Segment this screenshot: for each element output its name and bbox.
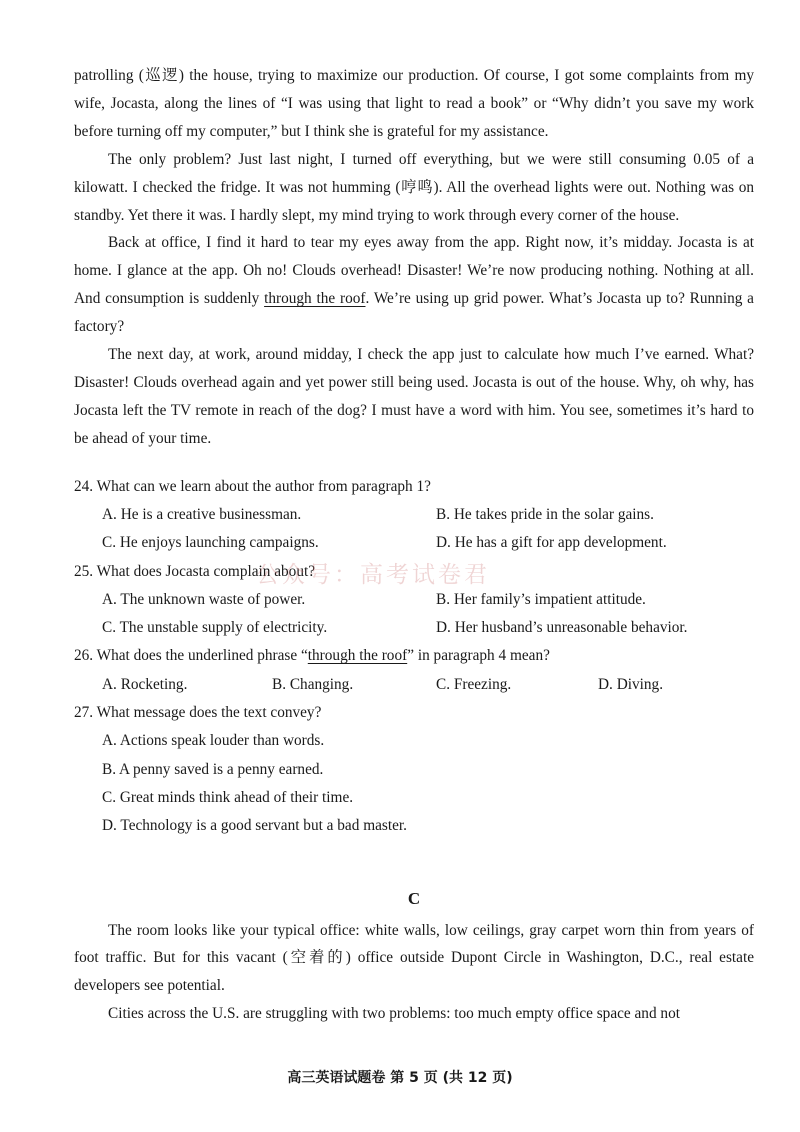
passage-b xyxy=(74,62,754,453)
question-24: 24. What can we learn about the author from paragraph 1? xyxy=(74,477,431,495)
option-26-b: B. Changing. xyxy=(272,675,354,693)
option-26-a: A. Rocketing. xyxy=(102,675,188,693)
option-25-b: B. Her family’s impatient attitude. xyxy=(436,590,646,608)
question-26-stem-b: ” in paragraph 4 mean? xyxy=(407,647,550,665)
option-25-a: A. The unknown waste of power. xyxy=(102,590,306,608)
exam-page xyxy=(74,62,754,1028)
passage-c-paragraph-1: The room looks like your typical office: white walls, low ceilings, gray carpet worn thin from years of foot traffic. But for this vacant (空着的) office outside Dupont Circle in Washington, D.C., real estate developers see potential. xyxy=(74,921,754,995)
option-25-d: D. Her husband’s unreasonable behavior. xyxy=(436,619,688,637)
option-27-c: C. Great minds think ahead of their time. xyxy=(102,788,354,806)
question-26 xyxy=(74,642,754,670)
question-24-options-row-1 xyxy=(74,501,754,529)
paragraph-3-text-a: Back at office, I find it hard to tear my eyes away from the app. Right now, it’s midday. Jocasta is at home. I glance at the app. Oh no! Clouds overhead! Disaster! We’re now producing nothing. Nothing at all. And consumption is suddenly xyxy=(74,234,754,308)
question-26-options xyxy=(74,671,754,699)
page-footer: 高三英语试题卷 第 5 页 (共 12 页) xyxy=(287,1070,513,1086)
question-25: 25. What does Jocasta complain about? xyxy=(74,562,316,580)
option-24-c: C. He enjoys launching campaigns. xyxy=(102,534,319,552)
underlined-phrase: through the roof xyxy=(264,290,366,308)
passage-c-paragraph-2: Cities across the U.S. are struggling with two problems: too much empty office space and not xyxy=(108,1005,680,1023)
question-26-underlined-phrase: through the roof xyxy=(307,647,408,665)
question-25-options-row-1 xyxy=(74,586,754,614)
watermark: 公众号：高考试卷君 xyxy=(256,562,490,588)
option-24-d: D. He has a gift for app development. xyxy=(436,534,667,552)
option-26-c: C. Freezing. xyxy=(436,675,512,693)
paragraph-2: The only problem? Just last night, I turned off everything, but we were still consuming 0.05 of a kilowatt. I checked the fridge. It was not humming (哼鸣). All the overhead lights were out. Nothing was on standby. Yet there it was. I hardly slept, my mind trying to work through every corner of the house. xyxy=(74,150,754,224)
question-26-stem-a: 26. What does the underlined phrase “ xyxy=(74,647,308,665)
option-27-a: A. Actions speak louder than words. xyxy=(102,732,325,750)
section-c-title: C xyxy=(407,888,421,908)
paragraph-3-text-b: . We’re using up grid power. What’s Jocasta up to? Running a factory? xyxy=(74,290,754,336)
paragraph-3 xyxy=(74,229,754,341)
option-26-d: D. Diving. xyxy=(598,675,664,693)
option-24-b: B. He takes pride in the solar gains. xyxy=(436,505,654,523)
question-list xyxy=(74,473,754,841)
option-27-b: B. A penny saved is a penny earned. xyxy=(102,760,324,778)
question-27: 27. What message does the text convey? xyxy=(74,704,322,722)
option-25-c: C. The unstable supply of electricity. xyxy=(102,619,328,637)
passage-c xyxy=(74,917,754,1029)
question-25-options-row-2 xyxy=(74,614,754,642)
question-24-options-row-2 xyxy=(74,529,754,557)
option-27-d: D. Technology is a good servant but a bad master. xyxy=(102,817,407,835)
option-24-a: A. He is a creative businessman. xyxy=(102,505,302,523)
paragraph-1: patrolling (巡逻) the house, trying to maximize our production. Of course, I got some complaints from my wife, Jocasta, along the lines of “I was using that light to read a book” or “Why didn’t you save my work before turning off my computer,” but I think she is grateful for my assistance. xyxy=(74,67,754,140)
paragraph-4: The next day, at work, around midday, I check the app just to calculate how much I’ve earned. What? Disaster! Clouds overhead again and yet power still being used. Jocasta is out of the house. Why, oh why, has Jocasta left the TV remote in reach of the dog? I must have a word with him. You see, sometimes it’s hard to be ahead of your time. xyxy=(74,346,754,447)
